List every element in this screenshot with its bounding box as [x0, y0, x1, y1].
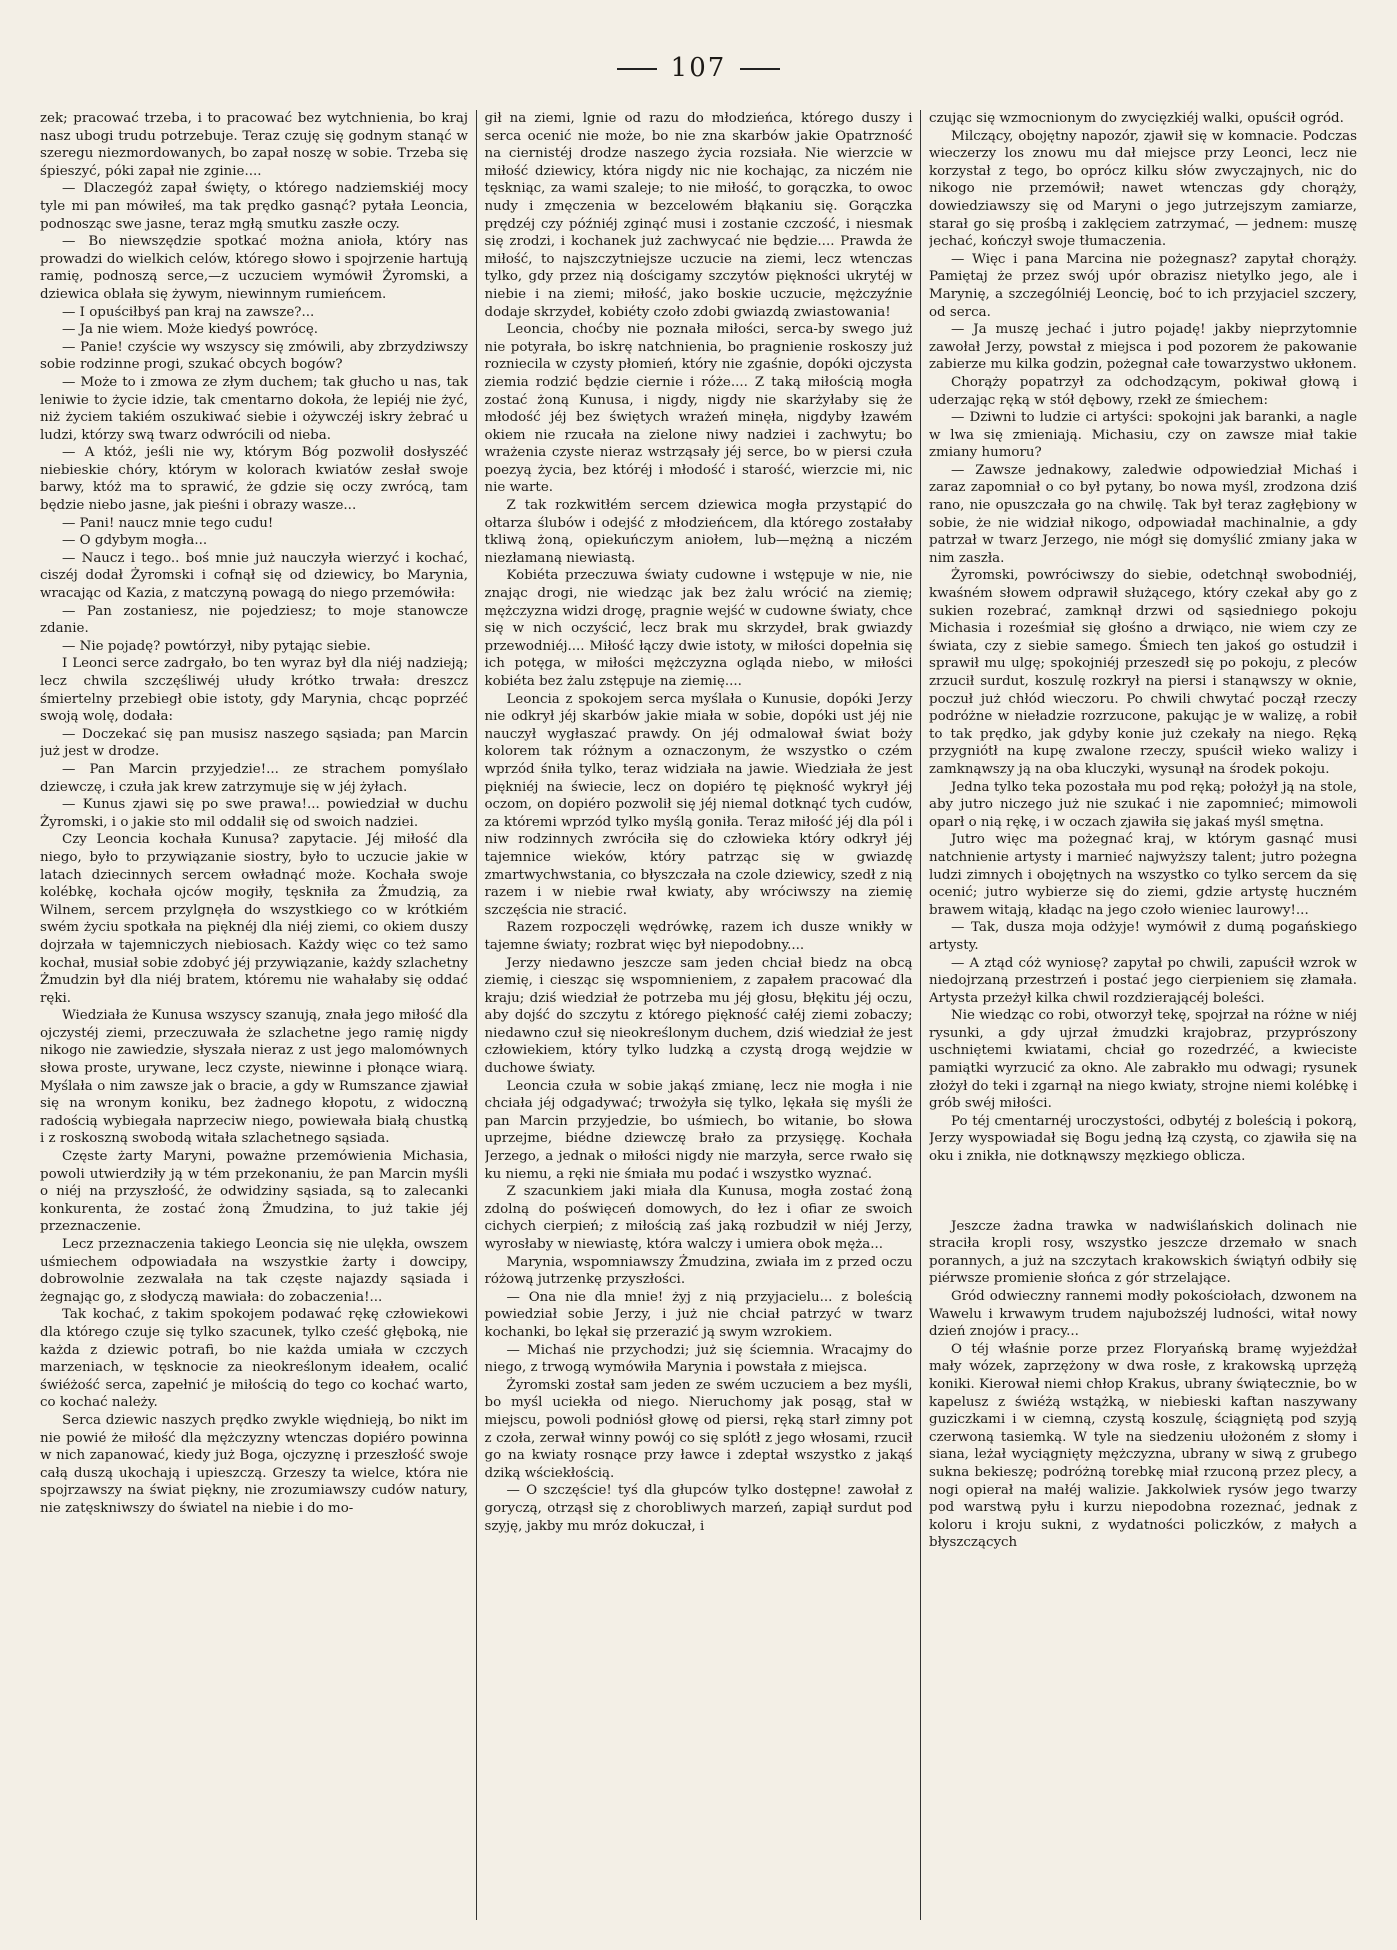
- paragraph: Leoncia czuła w sobie jakąś zmianę, lecz nie mogła i nie chciała jéj odgadywać; trwożyła się tylko, lękała się myśli że pan Marcin przyjedzie, bo uśmiech, bo witanie, bo słowa uprzejme, biédne dziewczę brało za przysięgę. Kochała Jerzego, a jednak o miłości nigdy nie marzyła, serce rwało się ku niemu, a ręki nie śmiała mu podać i wszystko wyznać.: [484, 1078, 913, 1182]
- column-1: [40, 110, 468, 1920]
- column-3-part-2: [929, 1218, 1357, 1552]
- paragraph: — Pan Marcin przyjedzie!... ze strachem pomyślało dziewczę, i czuła jak krew zatrzymuje się w jéj żyłach.: [40, 761, 468, 795]
- paragraph: gił na ziemi, lgnie od razu do młodzieńca, którego duszy i serca ocenić nie może, bo nie zna skarbów jakie Opatrzność na ciernistéj drodze naszego życia rozsiała. Nie wierzcie w miłość dziewicy, która nigdy nic nie kochając, za niczém nie tęskniąc, za wami szaleje; to nie miłość, to gorączka, to owoc nudy i zmęczenia w bezcelowém błąkaniu się. Gorączka prędzéj czy późniéj zginąć musi i zostanie czczość, i niesmak się zrodzi, i kochanek już zachwycać nie będzie.... Prawda że miłość, to najszczytniejsze uczucie na ziemi, lecz wtenczas tylko, gdy przez nią dościgamy szczytów piękności ukrytéj w niebie i na ziemi; miłość, jako boskie uczucie, mężczyźnie dodaje skrzydeł, kobiéty czoło zdobi gwiazdą zwiastowania!: [484, 111, 913, 320]
- column-2: [485, 110, 913, 1920]
- paragraph: — I opuściłbyś pan kraj na zawsze?...: [62, 304, 315, 320]
- paragraph: Leoncia, choćby nie poznała miłości, serca-by swego już nie potyrała, bo iskrę natchnienia, bo pragnienie roskoszy już rozniecila w czysty płomień, który nie zgaśnie, dopóki ojczysta ziemia rodzić będzie ciernie i róże.... Z taką miłością mogła zostać żoną Kunusa, i nigdy, nigdy nie skarżyłaby się że młodość jéj bez świętych wrażeń minęła, nigdyby łzawém okiem nie rzucała na zielone niwy nadziei i zachwytu; bo wrażenia czyste nieraz wstrząsały jéj serce, bo w piersi czuła poezyą życia, bez któréj i młodość i starość, wierzcie mi, nic nie warte.: [484, 322, 913, 496]
- paragraph: — Dziwni to ludzie ci artyści: spokojni jak baranki, a nagle w lwa się zmieniają. Michasiu, czy on zawsze miał takie zmiany humoru?: [929, 410, 1357, 461]
- page-number-text: 107: [670, 53, 727, 83]
- paragraph: Po téj cmentarnéj uroczystości, odbytéj z boleścią i pokorą, Jerzy wyspowiadał się Bogu jedną łzą czystą, co zjawiła się na oku i znikła, nie dotknąwszy męzkiego oblicza.: [929, 1113, 1357, 1165]
- paragraph: Kobiéta przeczuwa światy cudowne i wstępuje w nie, nie znając drogi, nie wiedząc jak bez żalu wrócić na ziemię; mężczyzna widzi drogę, pragnie wejść w cudowne światy, chce się w nich oczyścić, lecz brak mu skrzydeł, brak gwiazdy przewodniéj.... Miłość łączy dwie istoty, w miłości dopełnia się ich potęga, w miłości mężczyzna ogląda niebo, w miłości kobiéta bez żalu zstępuje na ziemię....: [484, 568, 913, 689]
- paragraph: I Leonci serce zadrgało, bo ten wyraz był dla niéj nadzieją; lecz chwila szczęśliwéj ułudy krótko trwała: dreszcz śmiertelny przebiegł obie istoty, gdy Marynia, chcąc poprzéć swoją wolę, dodała:: [40, 656, 468, 725]
- paragraph: Z tak rozkwitłém sercem dziewica mogła przystąpić do ołtarza ślubów i odejść z młodzieńcem, dla którego zostałaby tkliwą żoną, opiekuńczym aniołem, lub—mężną a niczém niezłamaną niewiastą.: [484, 498, 913, 566]
- column-3-part-1: [929, 110, 1357, 1166]
- paragraph: czując się wzmocnionym do zwycięzkiéj walki, opuścił ogród.: [929, 111, 1344, 126]
- column-3: [929, 110, 1357, 1920]
- paragraph: Serca dziewic naszych prędko zwykle więdnieją, bo nikt im nie powié że miłość dla mężczyzny wtenczas dopiéro powinna w nich zapanować, kiedy już Boga, ojczyznę i przeszłość swoje całą duszą ukochają i upieszczą. Grzeszy ta wielce, która nie spojrzawszy na świat piękny, nie zrozumiawszy cudów natury, nie zatęskniwszy do światel na niebie i do mo-: [40, 1412, 468, 1516]
- paragraph: — Tak, dusza moja odżyje! wymówił z dumą pogańskiego artysty.: [929, 920, 1357, 953]
- paragraph: — Ja muszę jechać i jutro pojadę! jakby nieprzytomnie zawołał Jerzy, powstał z miejsca i pod pozorem że pakowanie zabierze mu kilka godzin, pożegnał całe towarzystwo ukłonem.: [929, 322, 1357, 373]
- section-break: [929, 1166, 1357, 1218]
- column-divider: [920, 110, 921, 1920]
- paragraph: — Naucz i tego.. boś mnie już nauczyła wierzyć i kochać, ciszéj dodał Żyromski i cofnął się od dziewicy, bo Marynia, wracając od Kazia, z matczyną powagą do niego przemówiła:: [40, 550, 468, 602]
- paragraph: — Pani! naucz mnie tego cudu!: [62, 515, 274, 531]
- paragraph: — Może to i zmowa ze złym duchem; tak głucho u nas, tak leniwie to życie idzie, tak cmentarno dokoła, że lepiéj nie żyć, niż życiem takiém oszukiwać siebie i ożywczéj iskry żebrać u ludzi, którzy swą twarz odwrócili od nieba.: [40, 374, 468, 443]
- paragraph: Leoncia z spokojem serca myślała o Kunusie, dopóki Jerzy nie odkrył jéj skarbów jakie miała w sobie, dopóki ust jéj nie nauczył wygłaszać prawdy. On jéj odmalował świat boży kolorem tak różnym a oznaczonym, że wszystko o czém wprzód śniła tylko, teraz widziała na jawie. Wiedziała że jest piękniéj na świecie, lecz on dopiéro tę piękność wykrył jéj oczom, on dopiéro pozwolił się jéj niemal dotknąć tych cudów, za któremi wprzód tylko myślą goniła. Teraz miłość jéj dla pól i niw rodzinnych zwróciła się do człowieka który odkrył jéj tajemnice wieków, który patrząc się w gwiazdę zmartwychwstania, co błyszczała na czole dziewicy, szedł z nią razem i w niebie rwał kwiaty, aby wróciwszy na ziemię szczęścia nie stracić.: [484, 691, 913, 918]
- paragraph: — A któż, jeśli nie wy, którym Bóg pozwolił dosłyszéć niebieskie chóry, którym w kolorach kwiatów zesłał swoje barwy, któż ma to sprawić, że gdzie się oczy zwrócą, tam będzie niebo jasne, jak pieśni i obrazy wasze...: [40, 445, 468, 514]
- paragraph: — A ztąd cóż wyniosę? zapytał po chwili, zapuścił wzrok w niedojrzaną przestrzeń i postać jego cierpieniem się złamała. Artysta przeżył kilka chwil rozdzierającéj boleści.: [929, 955, 1357, 1006]
- paragraph: Żyromski, powróciwszy do siebie, odetchnął swobodniéj, kwaśném słowem odprawił służącego, który czekał aby go z sukien rozebrać, zamknął drzwi od sąsiedniego pokoju Michasia i roześmiał się głośno a drwiąco, nie wiem czy ze świata, czy z siebie samego. Śmiech ten jakoś go ostudził i sprawił mu ulgę; spokojniéj przeszedł się po pokoju, z pleców zrzucił surdut, koszulę rozkrył na piersi i stanąwszy w oknie, poczuł już chłód wieczoru. Po chwili chwytać począł rzeczy podróżne w nieładzie rozrzucone, pakując je w walizę, a robił to tak prędko, jak gdyby konie już czekały na niego. Ręką przygniótł na kupę zwalone rzeczy, spuścił wieko walizy i zamknąwszy ją na oba kluczyki, wysunął na środek pokoju.: [929, 568, 1357, 777]
- paragraph: Jedna tylko teka pozostała mu pod ręką; położył ją na stole, aby jutro niczego już nie szukać i nie zapomnieć; mimowoli oparł o nią rękę, i w oczach zjawiła się jakaś myśl smętna.: [929, 779, 1357, 830]
- paragraph: — Doczekać się pan musisz naszego sąsiada; pan Marcin już jest w drodze.: [40, 726, 468, 760]
- left-dash: [617, 68, 657, 70]
- paragraph: — Nie pojadę? powtórzył, niby pytając siebie.: [62, 638, 371, 654]
- paragraph: — O szczęście! tyś dla głupców tylko dostępne! zawołał z goryczą, otrząsł się z chorobliwych marzeń, zapiął surdut pod szyję, jakby mu mróz dokuczał, i: [484, 1483, 913, 1534]
- paragraph: — Zawsze jednakowy, zaledwie odpowiedział Michaś i zaraz zapomniał o co był pytany, bo nowa myśl, zrodzona dziś rano, nie opuszczała go na chwilę. Tak był teraz zagłębiony w sobie, że nie widział nikogo, odpowiadał machinalnie, a gdy patrzał w twarz Jerzego, nie mógł się domyślić zmiany jaka w nim zaszła.: [929, 462, 1357, 566]
- column-divider: [476, 110, 477, 1920]
- paragraph: — Ja nie wiem. Może kiedyś powrócę.: [62, 322, 319, 338]
- paragraph: Lecz przeznaczenia takiego Leoncia się nie ulękła, owszem uśmiechem odpowiadała na wszystkie żarty i dowcipy, dobrowolnie zezwalała na tak częste najazdy sąsiada i żegnając go, z słodyczą mawiała: do zobaczenia!...: [40, 1237, 468, 1305]
- paragraph: Chorąży popatrzył za odchodzącym, pokiwał głową i uderzając ręką w stół dębowy, rzekł ze śmiechem:: [929, 374, 1357, 408]
- paragraph: Tak kochać, z takim spokojem podawać rękę człowiekowi dla którego czuje się tylko szacunek, tylko cześć głęboką, nie każda z dziewic potrafi, bo nie każda umiała w czczych marzeniach, w tęsknocie za nieokreślonym ideałem, ocalić świéżość serca, zapełnić je miłością do tego co kochać warto, co kochać należy.: [40, 1307, 468, 1411]
- paragraph: — O gdybym mogła...: [62, 533, 208, 549]
- paragraph: Milczący, obojętny napozór, zjawił się w komnacie. Podczas wieczerzy los znowu mu dał miejsce przy Leonci, lecz nie korzystał z tego, bo oprócz kilku słów zwyczajnych, nic do nikogo nie przemówił; nawet wtenczas gdy chorąży, dowiedziawszy się od Maryni o jego jutrzejszym zamiarze, starał go się prośbą i zaklęciem zatrzymać, — jednem: muszę jechać, kończył swoje tłumaczenia.: [929, 128, 1357, 250]
- paragraph: Marynia, wspomniawszy Żmudzina, zwiała im z przed oczu różową jutrzenkę przyszłości.: [484, 1254, 913, 1288]
- paragraph: — Panie! czyście wy wszyscy się zmówili, aby zbrzydziwszy sobie rodzinne progi, szukać obcych bogów?: [40, 339, 468, 373]
- paragraph: Jeszcze żadna trawka w nadwiślańskich dolinach nie straciła kropli rosy, wszystko jeszcze drzemało w snach porannych, a już na szczytach krakowskich świątyń odbiły się piérwsze promienie słońca z gór strzelające.: [929, 1218, 1357, 1287]
- paragraph: Wiedziała że Kunusa wszyscy szanują, znała jego miłość dla ojczystéj ziemi, przeczuwała że szlachetne jego ramię nigdy nikogo nie zawiedzie, słyszała nieraz z ust jego malomównych słowa proste, urywane, lecz czyste, niewinne i płonące wiarą. Myślała o nim zawsze jak o bracie, a gdy w Rumszance zjawiał się na wronym koniku, bez żadnego kłopotu, z widoczną radością wybiegała naprzeciw niego, powiewała białą chustką i z roskoszną swobodą witała szlachetnego sąsiada.: [40, 1008, 468, 1147]
- paragraph: Żyromski został sam jeden ze swém uczuciem a bez myśli, bo myśl uciekła od niego. Nieruchomy jak posąg, stał w miejscu, powoli podniósł głowę od piersi, ręką starł zimny pot z czoła, zerwał winny powój co się splótł z jego włosami, rzucił go na kwiaty rosnące przy ławce i zdeptał wszystko z jakąś dziką wściekłością.: [484, 1377, 913, 1481]
- paragraph: — Ona nie dla mnie! żyj z nią przyjacielu... z boleścią powiedział sobie Jerzy, i już nie chciał patrzyć w twarz kochanki, bo lękał się przerazić ją swym wzrokiem.: [484, 1289, 913, 1340]
- paragraph: Razem rozpoczęli wędrówkę, razem ich dusze wnikły w tajemne światy; rozbrat więc był niepodobny....: [484, 920, 913, 953]
- paragraph: Gród odwieczny rannemi modły pokościołach, dzwonem na Wawelu i krwawym trudem najuboższéj ludności, witał nowy dzień znojów i pracy...: [929, 1289, 1357, 1340]
- paragraph: — Pan zostaniesz, nie pojedziesz; to moje stanowcze zdanie.: [40, 603, 468, 637]
- paragraph: Częste żarty Maryni, poważne przemówienia Michasia, powoli utwierdziły ją w tém przekonaniu, że pan Marcin myśli o niéj na przyszłość, że odwidziny sąsiada, są to zalecanki konkurenta, że zostać żoną Żmudzina, to już takie jéj przeznaczenie.: [40, 1149, 468, 1235]
- paragraph: zek; pracować trzeba, i to pracować bez wytchnienia, bo kraj nasz ubogi trudu potrzebuje. Teraz czuję się godnym stanąć w szeregu niezmordowanych, bo zapał noszę w sobie. Trzeba się śpieszyć, póki zapał nie zginie....: [40, 111, 468, 179]
- paragraph: — Kunus zjawi się po swe prawa!... powiedział w duchu Żyromski, i o jakie sto mil oddalił się od swoich nadziei.: [40, 797, 468, 830]
- paragraph: Z szacunkiem jaki miała dla Kunusa, mogła zostać żoną zdolną do poświęceń domowych, do łez i ofiar ze swoich cichych cierpień; z miłością zaś jaką rozbudził w niéj Jerzy, wyrosłaby w niewiastę, która walczy i umiera obok męża...: [484, 1184, 913, 1252]
- paragraph: — Michaś nie przychodzi; już się ściemnia. Wracajmy do niego, z trwogą wymówiła Marynia i powstała z miejsca.: [484, 1342, 913, 1376]
- paragraph: Jerzy niedawno jeszcze sam jeden chciał biedz na obcą ziemię, i ciesząc się wspomnieniem, z zapałem pracować dla kraju; dziś wiedział że potrzeba mu jéj głosu, błękitu jéj oczu, aby dojść do szczytu z którego piękność całéj ziemi zobaczy; niedawno czuł się nieokreślonym duchem, dziś wiedział że jest człowiekiem, który tylko ludzką a czystą drogą wejdzie w duchowe światy.: [484, 955, 913, 1077]
- paragraph: Nie wiedząc co robi, otworzył tekę, spojrzał na różne w niéj rysunki, a gdy ujrzał żmudzki krajobraz, przyprószony uschniętemi kwiatami, chciał go rozedrzéć, a kwieciste pamiątki wyrzucić za okno. Ale zabrakło mu odwagi; rysunek złożył do teki i zgarnął na niego kwiaty, strojne niemi kolébkę i grób swéj miłości.: [929, 1008, 1357, 1112]
- paragraph: — Bo niewszędzie spotkać można anioła, który nas prowadzi do wielkich celów, którego słowo i spojrzenie hartują ramię, podnoszą serce,—z uczuciem wymówił Żyromski, a dziewica oblała się żywym, niewinnym rumieńcem.: [40, 234, 468, 302]
- paragraph: O téj właśnie porze przez Floryańską bramę wyjeżdżał mały wózek, zaprzężony w dwa rosłe, z krakowską uprzężą koniki. Kierował niemi chłop Krakus, ubrany świątecznie, bo w kapelusz z świéżą wstążką, w niebieski kaftan naszywany guziczkami i w ciemną, czystą koszulę, ściągniętą pod szyją czerwoną tasiemką. W tyle na siedzeniu ułożoném z słomy i siana, leżał wyciągnięty mężczyzna, ubrany w siwą z grubego sukna bekieszę; podróżną torebkę miał rzuconą przez plecy, a nogi opierał na małéj walizie. Jakkolwiek rysów jego twarzy pod warstwą pyłu i kurzu niepodobna rozeznać, jednak z koloru i kroju sukni, z wydatności policzków, z małych a błyszczących: [929, 1341, 1357, 1551]
- paragraph: Jutro więc ma pożegnać kraj, w którym gasnąć musi natchnienie artysty i marnieć najwyższy talent; jutro pożegna ludzi zimnych i obojętnych na wszystko co tylko sercem da się ocenić; jutro wybierze się do ziemi, gdzie artystę huczném brawem witają, kładąc na jego czoło wieniec laurowy!...: [929, 832, 1357, 918]
- paragraph: Czy Leoncia kochała Kunusa? zapytacie. Jéj miłość dla niego, było to przywiązanie siostry, było to uczucie jakie w latach dziecinnych sercem owładnąć może. Kochała swoje kolébkę, kochała ojców mogiły, tęskniła za Żmudzią, za Wilnem, sercem przylgnęła do wszystkiego co w krótkiém swém życiu spotkała na pięknéj dla niéj ziemi, co okiem duszy dojrzała w tajemniczych niebiosach. Każdy więc co też samo kochał, musiał sobie zdobyć jéj przywiązanie, każdy szlachetny Żmudzin był dla niéj bratem, któremu nie wahałaby się oddać ręki.: [40, 832, 468, 1006]
- paragraph: — Więc i pana Marcina nie pożegnasz? zapytał chorąży. Pamiętaj że przez swój upór obrazisz nietylko jego, ale i Marynię, a szczególniéj Leoncię, boć to ich przyjaciel szczery, od serca.: [929, 251, 1357, 320]
- right-dash: [740, 68, 780, 70]
- page-number: [40, 48, 1357, 88]
- text-columns: [40, 110, 1357, 1920]
- paragraph: — Dlaczegóż zapał święty, o którego nadziemskiéj mocy tyle mi pan mówiłeś, ma tak prędko gasnąć? pytała Leoncia, podnosząc swe jasne, teraz mgłą smutku zaszłe oczy.: [40, 181, 468, 232]
